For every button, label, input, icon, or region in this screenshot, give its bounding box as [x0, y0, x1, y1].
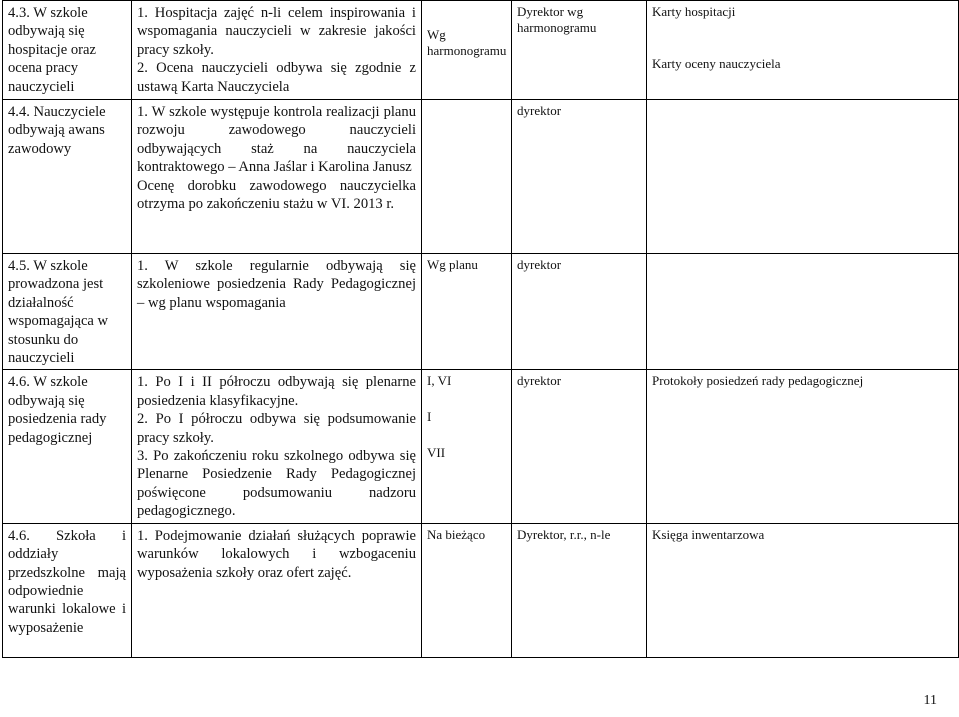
table-row: [3, 100, 959, 254]
area-text: 4.4. Nauczyciele odbywają awans zawodowy: [8, 104, 106, 157]
responsible-cell: [512, 254, 647, 370]
task-item: Ocenę dorobku zawodowego nauczycielka otrzyma po zakończeniu stażu w VI. 2013 r.: [137, 177, 416, 213]
area-cell: [3, 370, 132, 523]
supervision-plan-table: [2, 0, 959, 658]
tasks-cell: [132, 1, 422, 100]
term-item: I, VI: [427, 373, 452, 389]
responsible-cell: [512, 523, 647, 657]
document-item: Karty hospitacji: [652, 4, 736, 19]
documents-cell: [647, 1, 959, 100]
task-item: 3. Po zakończeniu roku szkolnego odbywa się Plenarne Posiedzenie Rady Pedagogicznej poświęcone podsumowaniu nadzoru pedagogicznego.: [137, 448, 416, 520]
tasks-cell: [132, 523, 422, 657]
task-item: 1. W szkole regularnie odbywają się szkoleniowe posiedzenia Rady Pedagogicznej – wg planu wspomagania: [137, 258, 416, 311]
documents-cell: [647, 370, 959, 523]
area-cell: [3, 254, 132, 370]
term-text: Wg planu: [427, 257, 478, 272]
term-text: Na bieżąco: [427, 526, 486, 542]
area-text: 4.3. W szkole odbywają się hospitacje oraz ocena pracy nauczycieli: [8, 5, 96, 95]
term-item: VII: [427, 445, 446, 461]
responsible-text: dyrektor: [517, 373, 562, 389]
document-item: Księga inwentarzowa: [652, 526, 765, 542]
tasks-cell: [132, 100, 422, 254]
task-item: 1. Podejmowanie działań służących poprawie warunków lokalowych i wzbogaceniu wyposażenia szkoły oraz ofert zajęć.: [137, 527, 416, 581]
task-item: 1. W szkole występuje kontrola realizacji planu rozwoju zawodowego nauczycieli odbywających staż na nauczyciela kontraktowego – Anna Jaślar i Karolina Janusz: [137, 104, 416, 176]
tasks-cell: [132, 254, 422, 370]
area-text: 4.6. Szkoła i oddziały przedszkolne mają odpowiednie warunki lokalowe i wyposażenie: [8, 527, 126, 636]
term-cell: [422, 1, 512, 100]
documents-cell: [647, 254, 959, 370]
responsible-cell: [512, 1, 647, 100]
task-item: 1. Po I i II półroczu odbywają się plenarne posiedzenia klasyfikacyjne.: [137, 374, 416, 409]
document-item: Karty oceny nauczyciela: [652, 56, 781, 71]
term-item: I: [427, 409, 432, 425]
documents-cell: [647, 523, 959, 657]
document-item: Protokoły posiedzeń rady pedagogicznej: [652, 373, 864, 389]
responsible-text: Dyrektor, r.r., n-le: [517, 526, 611, 542]
area-text: 4.6. W szkole odbywają się posiedzenia rady pedagogicznej: [8, 374, 107, 446]
area-cell: [3, 100, 132, 254]
responsible-text: dyrektor: [517, 257, 562, 272]
table-row: [3, 523, 959, 657]
responsible-text: Dyrektor wg harmonogramu: [517, 4, 597, 35]
page-number: 11: [923, 693, 937, 708]
area-cell: [3, 1, 132, 100]
term-cell: [422, 523, 512, 657]
table-row: [3, 370, 959, 523]
term-cell: [422, 100, 512, 254]
task-item: 1. Hospitacja zajęć n-li celem inspirowania i wspomagania nauczycieli w zakresie jakości pracy szkoły.: [137, 5, 416, 58]
responsible-cell: [512, 370, 647, 523]
area-cell: [3, 523, 132, 657]
term-text: Wg harmonogramu: [427, 27, 507, 58]
responsible-text: dyrektor: [517, 103, 562, 118]
area-text: 4.5. W szkole prowadzona jest działalność wspomagająca w stosunku do nauczycieli: [8, 258, 109, 367]
documents-cell: [647, 100, 959, 254]
term-cell: [422, 254, 512, 370]
task-item: 2. Po I półroczu odbywa się podsumowanie pracy szkoły.: [137, 411, 416, 446]
task-item: 2. Ocena nauczycieli odbywa się zgodnie z ustawą Karta Nauczyciela: [137, 60, 416, 95]
table-row: [3, 254, 959, 370]
responsible-cell: [512, 100, 647, 254]
tasks-cell: [132, 370, 422, 523]
table-row: [3, 1, 959, 100]
term-cell: [422, 370, 512, 523]
